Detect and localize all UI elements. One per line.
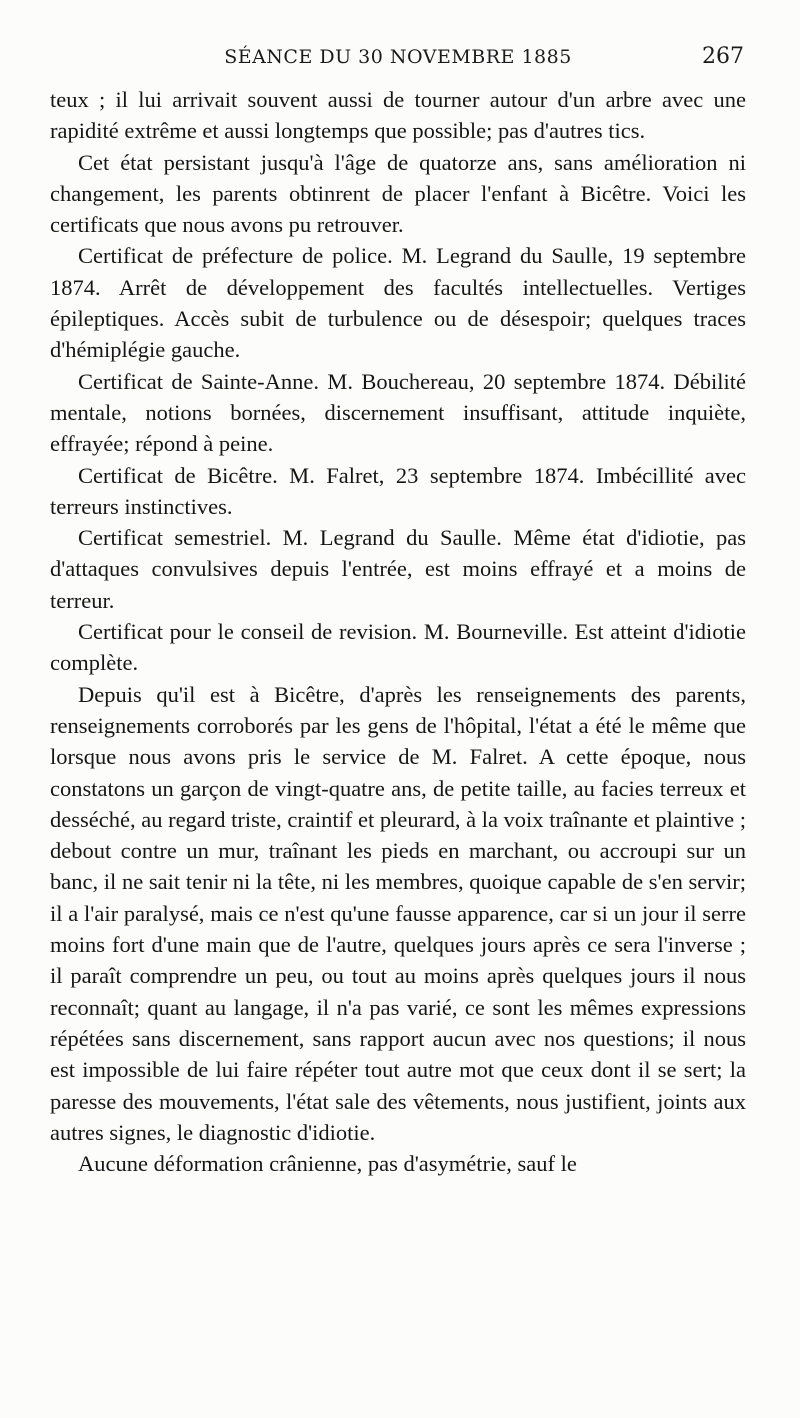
running-head (52, 42, 744, 76)
paragraph-certificate-police: Certificat de préfecture de police. M. Legrand du Saulle, 19 septembre 1874. Arrêt de développement des facultés intellectuelles. Vertiges épileptiques. Accès subit de turbulence ou de désespoir; quelques traces d'hémiplégie gauche. (50, 243, 746, 363)
paragraph-history: Cet état persistant jusqu'à l'âge de quatorze ans, sans amélioration ni changement, les parents obtinrent de placer l'enfant à Bicêtre. Voici les certificats que nous avons pu retrouver. (50, 149, 746, 238)
page-number: 267 (702, 44, 744, 69)
paragraph-certificate-sainte-anne: Certificat de Sainte-Anne. M. Bouchereau, 20 septembre 1874. Débilité mentale, notions bornées, discernement insuffisant, attitude inquiète, effrayée; répond à peine. (50, 368, 746, 457)
paragraph-certificate-bicetre: Certificat de Bicêtre. M. Falret, 23 septembre 1874. Imbécillité avec terreurs instinctives. (50, 462, 746, 519)
paragraph-deformation: Aucune déformation crânienne, pas d'asymétrie, sauf le (78, 1151, 577, 1177)
paragraph-observation: Depuis qu'il est à Bicêtre, d'après les renseignements des parents, renseignements corroborés par les gens de l'hôpital, l'état a été le même que lorsque nous avons pris le service de M. Falret. A cette époque, nous constatons un garçon de vingt-quatre ans, de petite taille, au facies terreux et desséché, au regard triste, craintif et pleurard, à la voix traînante et plaintive ; debout contre un mur, traînant les pieds en marchant, ou accroupi sur un banc, il ne sait tenir ni la tête, ni les membres, quoique capable de s'en servir; il a l'air paralysé, mais ce n'est qu'une fausse apparence, car si un jour il serre moins fort d'une main que de l'autre, quelques jours après ce sera l'inverse ; il paraît comprendre un peu, ou tout au moins après quelques jours il nous reconnaît; quant au langage, il n'a pas varié, ce sont les mêmes expressions répétées sans discernement, sans rapport aucun avec nos questions; il nous est impossible de lui faire répéter tout autre mot que ceux dont il se sert; la paresse des mouvements, l'état sale des vêtements, nous justifient, joints aux autres signes, le diagnostic d'idiotie. (50, 681, 746, 1145)
running-title: SÉANCE DU 30 NOVEMBRE 1885 (224, 46, 572, 68)
paragraph-continuation: teux ; il lui arrivait souvent aussi de tourner autour d'un arbre avec une rapidité extrême et aussi longtemps que possible; pas d'autres tics. (50, 87, 746, 144)
paragraph-certificate-semestriel: Certificat semestriel. M. Legrand du Saulle. Même état d'idiotie, pas d'attaques convulsives depuis l'entrée, est moins effrayé et a moins de terreur. (50, 525, 746, 613)
paragraph-certificate-revision: Certificat pour le conseil de revision. M. Bourneville. Est atteint d'idiotie complète. (50, 619, 746, 676)
body-text (50, 84, 746, 1179)
